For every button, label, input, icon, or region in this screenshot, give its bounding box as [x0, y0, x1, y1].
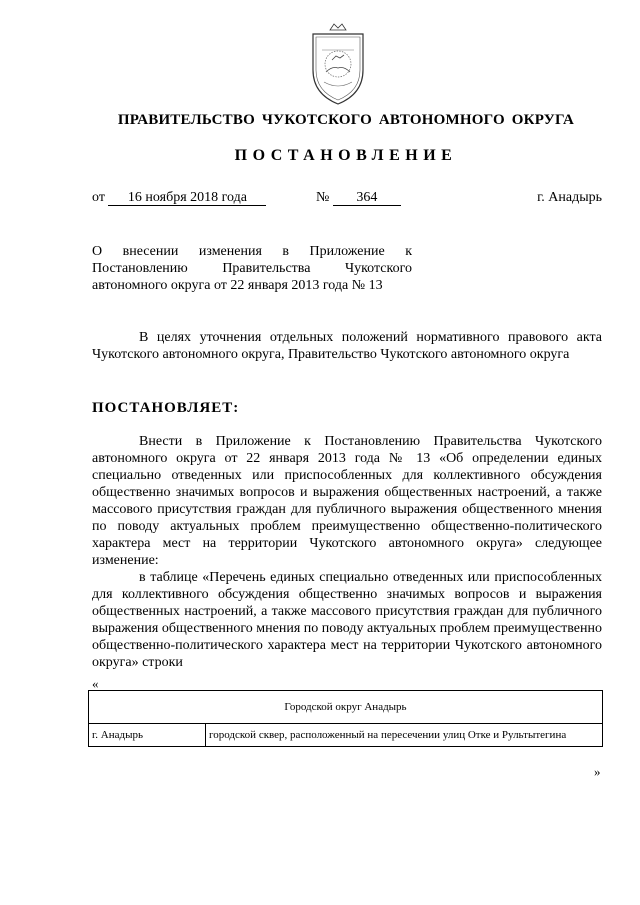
date-field [92, 190, 266, 206]
coat-of-arms-icon [308, 20, 368, 106]
document-number: 364 [333, 190, 401, 206]
table-header-row [89, 691, 603, 724]
document-type-title: ПОСТАНОВЛЕНИЕ [234, 147, 458, 164]
document-subject: О внесении изменения в Приложение к Постановлению Правительства Чукотского автономного округа от 22 января 2013 года № 13 [92, 244, 412, 293]
table-cell-location: городской сквер, расположенный на пересечении улиц Отке и Рультытегина [206, 724, 603, 747]
number-prefix: № [316, 190, 330, 205]
document-date: 16 ноября 2018 года [108, 190, 266, 206]
resolves-heading: ПОСТАНОВЛЯЕТ: [92, 400, 240, 416]
body-paragraph-2-text: в таблице «Перечень единых специально отведенных или приспособленных для коллективного обсуждения общественно значимых вопросов и выражения общественных настроений, а также массового присутствия граждан для публичного выражения общественного мнения по поводу актуальных проблем преимущественно общественно-политического характера мест на территории Чукотского автономного округа» строки [92, 570, 602, 670]
table-header-cell: Городской округ Анадырь [89, 691, 603, 724]
organization-title: ПРАВИТЕЛЬСТВО ЧУКОТСКОГО АВТОНОМНОГО ОКРУГА [117, 112, 575, 128]
quote-close-mark: » [594, 764, 601, 779]
places-table [88, 690, 603, 747]
number-field [316, 190, 401, 206]
document-place: г. Анадырь [537, 190, 602, 205]
preamble-paragraph [92, 329, 602, 363]
preamble-text: В целях уточнения отдельных положений нормативного правового акта Чукотского автономного округа, Правительство Чукотского автономного округа [92, 330, 602, 362]
quote-open-mark: « [92, 676, 99, 691]
body-paragraph-1 [92, 433, 602, 569]
body-paragraph-2 [92, 569, 602, 671]
body-paragraph-1-text: Внести в Приложение к Постановлению Правительства Чукотского автономного округа от 22 января 2013 года № 13 «Об определении единых специально отведенных или приспособленных для коллективного обсуждения общественно значимых вопросов и выражения общественных настроений, а также массового присутствия граждан для публичного выражения общественного мнения по поводу актуальных проблем преимущественно общественно-политического характера мест на территории Чукотского автономного округа» следующее изменение: [92, 434, 602, 568]
date-prefix: от [92, 190, 105, 205]
table-cell-place: г. Анадырь [89, 724, 206, 747]
table-row [89, 724, 603, 747]
